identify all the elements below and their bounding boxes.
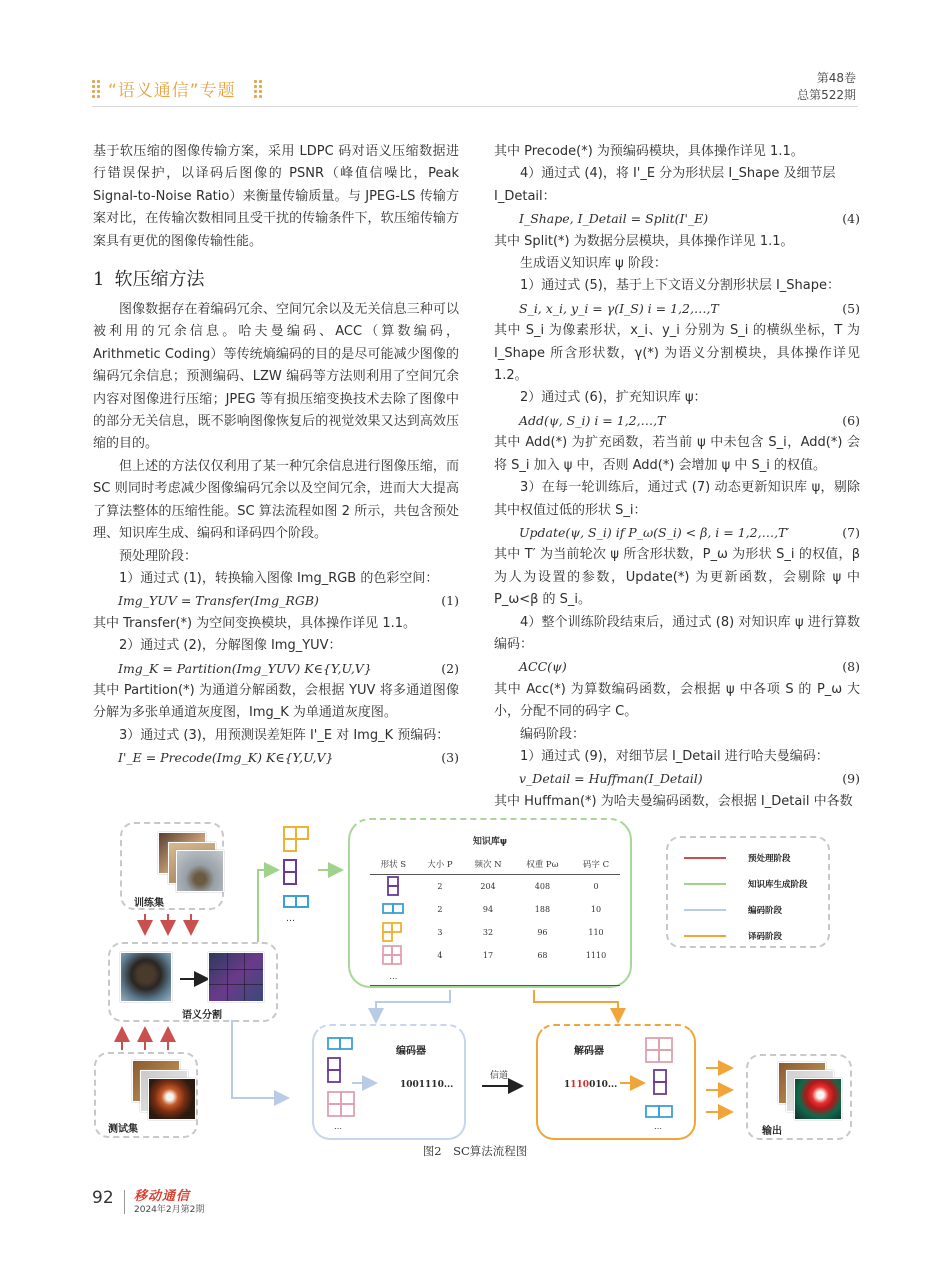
equation-note: 其中 Split(*) 为数据分层模块，具体操作详见 1.1。 bbox=[494, 233, 794, 249]
encoding-arrow bbox=[232, 1020, 286, 1098]
decoder-bits-b: 010... bbox=[589, 1080, 618, 1090]
equation-note: 其中 S_i 为像素形状，x_i、y_i 分别为 S_i 的横纵坐标，T 为 I_Shape 所含形状数，γ(*) 为语义分割模块，具体操作详见 1.2。 bbox=[494, 323, 860, 384]
encoding-arrow bbox=[376, 990, 450, 1020]
right-column bbox=[494, 141, 860, 813]
kb-size: 3 bbox=[437, 928, 443, 937]
shape-purple-icon bbox=[654, 1070, 666, 1094]
body-paragraph: 图像数据存在着编码冗余、空间冗余以及无关信息三种可以被利用的冗余信息。哈夫曼编码、ACC（算数编码，Arithmetic Coding）等传统熵编码的目的是尽可能减少图像的编码冗余信息；预测编码、LZW 编码等方法则利用了空间冗余内容对图像进行压缩；JPEG 等有损压缩变换技术去除了图像中的部分无关信息，既不影响图像恢复后的视觉效果又达到高效压缩的目的。 bbox=[93, 302, 459, 452]
kb-weight: 408 bbox=[534, 882, 551, 891]
equation-note: 其中 Partition(*) 为通道分解函数，会根据 YUV 将多通道图像分解为多张单通道灰度图，Img_K 为单通道灰度图。 bbox=[93, 682, 459, 721]
footer-divider bbox=[124, 1190, 125, 1214]
legend-item bbox=[684, 930, 782, 942]
legend-label: 译码阶段 bbox=[748, 932, 783, 942]
equation-number: (4) bbox=[842, 211, 860, 227]
kb-col-freq: 频次 N bbox=[463, 856, 513, 875]
kb-col-weight: 权重 Pω bbox=[513, 856, 572, 875]
kb-col-shape: 形状 S bbox=[370, 856, 417, 875]
equation-number: (8) bbox=[842, 659, 860, 675]
section-title: 软压缩方法 bbox=[114, 269, 205, 291]
header-ornament-icon bbox=[92, 80, 102, 98]
equation-body: Update(ψ, S_i) if P_ω(S_i) < β, i = 1,2,…,T′ bbox=[519, 524, 790, 540]
segmentation-box bbox=[108, 942, 278, 1022]
kb-ellipsis: … bbox=[370, 967, 417, 986]
kb-generation-arrow bbox=[258, 870, 276, 942]
decoding-arrow bbox=[534, 990, 618, 1020]
decoder-bitstream bbox=[564, 1080, 617, 1090]
step-text: 4）整个训练阶段结束后，通过式 (8) 对知识库 ψ 进行算数编码： bbox=[494, 614, 860, 652]
kb-code: 110 bbox=[588, 928, 604, 937]
stage-heading: 编码阶段： bbox=[520, 726, 586, 742]
kb-header-row bbox=[370, 856, 620, 875]
kb-table bbox=[370, 856, 620, 986]
shape-pink-icon bbox=[646, 1038, 672, 1062]
decoder-bits-a: 1 bbox=[564, 1080, 571, 1090]
equation-body: ACC(ψ) bbox=[519, 659, 567, 675]
equation bbox=[494, 522, 860, 544]
step-text: 1）通过式 (5)，基于上下文语义分割形状层 I_Shape： bbox=[520, 278, 840, 294]
shape-blue-icon bbox=[328, 1038, 352, 1049]
shape-ellipsis: … bbox=[286, 914, 295, 924]
equation-note: 其中 Precode(*) 为预编码模块，具体操作详见 1.1。 bbox=[494, 144, 804, 159]
legend-swatch bbox=[684, 909, 726, 912]
equation-body: S_i, x_i, y_i = γ(I_S) i = 1,2,…,T bbox=[519, 300, 719, 316]
kb-title: 知识库ψ bbox=[472, 837, 508, 847]
kb-size: 4 bbox=[437, 951, 443, 960]
kb-weight: 68 bbox=[537, 951, 548, 960]
shape-purple-icon bbox=[284, 860, 296, 884]
step-text: 3）在每一轮训练后，通过式 (7) 动态更新知识库 ψ，剔除其中权值过低的形状 S_i： bbox=[494, 480, 860, 518]
section-heading bbox=[93, 267, 459, 293]
shape-blue-icon bbox=[284, 896, 308, 907]
equation-number: (6) bbox=[842, 412, 860, 428]
kb-code: 10 bbox=[590, 905, 602, 914]
kb-col-size: 大小 P bbox=[417, 856, 464, 875]
stage-heading: 预处理阶段： bbox=[119, 548, 198, 564]
volume-info bbox=[797, 70, 856, 104]
kb-weight: 96 bbox=[537, 928, 548, 937]
equation-body: v_Detail = Huffman(I_Detail) bbox=[519, 771, 703, 787]
equation bbox=[93, 658, 459, 680]
equation bbox=[494, 298, 860, 320]
kb-col-code: 码字 C bbox=[572, 856, 620, 875]
shape-blue-icon bbox=[370, 898, 417, 921]
equation-body: I'_E = Precode(Img_K) K∈{Y,U,V} bbox=[118, 750, 334, 766]
encoder-label: 编码器 bbox=[396, 1046, 426, 1057]
decoder-box bbox=[536, 1024, 696, 1140]
shape-icons bbox=[280, 824, 316, 924]
shape-purple-icon bbox=[328, 1058, 340, 1082]
equation-body: Add(ψ, S_i) i = 1,2,…,T bbox=[519, 412, 666, 428]
legend-swatch bbox=[684, 935, 726, 938]
input-dog-image bbox=[120, 952, 172, 1002]
page-number: 92 bbox=[92, 1188, 114, 1208]
equation-number: (1) bbox=[441, 593, 459, 609]
encoder-ellipsis: … bbox=[334, 1122, 342, 1131]
total-issue: 总第522期 bbox=[797, 88, 856, 102]
shape-pink-icon bbox=[328, 1092, 354, 1116]
sc-flowchart-figure bbox=[90, 812, 860, 1162]
step-text: 2）通过式 (6)，扩充知识库 ψ： bbox=[520, 390, 707, 406]
channel-label: 信道 bbox=[490, 1071, 509, 1081]
table-row bbox=[370, 898, 620, 921]
shape-blue-icon bbox=[646, 1106, 672, 1117]
equation bbox=[494, 768, 860, 790]
decoder-label: 解码器 bbox=[574, 1046, 604, 1057]
output-label: 输出 bbox=[762, 1126, 782, 1137]
encoder-box bbox=[312, 1024, 466, 1140]
test-set-box bbox=[94, 1052, 198, 1138]
shape-purple-icon bbox=[370, 875, 417, 899]
kb-freq: 32 bbox=[482, 928, 494, 937]
legend-label: 编码阶段 bbox=[748, 906, 783, 916]
decoder-shapes bbox=[644, 1036, 684, 1136]
training-image bbox=[176, 850, 224, 892]
equation-note: 其中 Acc(*) 为算数编码函数，会根据 ψ 中各项 S 的 P_ω 大小，分配不同的码字 C。 bbox=[494, 681, 860, 720]
kb-weight: 188 bbox=[534, 905, 551, 914]
equation-number: (7) bbox=[842, 524, 860, 540]
shape-yellow-icon bbox=[284, 827, 308, 851]
kb-size: 2 bbox=[437, 905, 443, 914]
intro-paragraph: 基于软压缩的图像传输方案，采用 LDPC 码对语义压缩数据进行错误保护，以译码后图像的 PSNR（峰值信噪比，Peak Signal-to-Noise Ratio）来衡量传输质量。与 JPEG-LS 传输方案对比，在传输次数相同且受干扰的传输条件下，软压缩传输方案具有更优的图像传输性能。 bbox=[93, 144, 459, 249]
shape-yellow-icon bbox=[370, 921, 417, 944]
table-row bbox=[370, 967, 620, 986]
equation bbox=[494, 656, 860, 678]
test-redpanda-image bbox=[148, 1078, 196, 1120]
volume-number: 第48卷 bbox=[816, 71, 856, 85]
legend-swatch bbox=[684, 857, 726, 860]
encoder-shapes bbox=[326, 1036, 366, 1136]
equation-note: 其中 Add(*) 为扩充函数，若当前 ψ 中未包含 S_i，Add(*) 会将 S_i 加入 ψ 中，否则 Add(*) 会增加 ψ 中 S_i 的权值。 bbox=[494, 435, 860, 473]
legend-swatch bbox=[684, 883, 726, 886]
segmentation-label: 语义分割 bbox=[182, 1010, 222, 1021]
legend-box bbox=[666, 836, 830, 948]
left-column bbox=[93, 141, 459, 770]
step-text: 4）通过式 (4)，将 I'_E 分为形状层 I_Shape 及细节层 I_Detail： bbox=[494, 166, 836, 204]
training-set-label: 训练集 bbox=[134, 898, 164, 909]
legend-item bbox=[684, 878, 808, 890]
step-text: 3）通过式 (3)，用预测误差矩阵 I'_E 对 Img_K 预编码： bbox=[119, 727, 450, 743]
equation-body: I_Shape, I_Detail = Split(I'_E) bbox=[519, 211, 709, 227]
issue-date: 2024年2月第2期 bbox=[134, 1205, 205, 1215]
shape-stack bbox=[280, 824, 316, 924]
table-row bbox=[370, 944, 620, 967]
encoder-bitstream: 1001110... bbox=[400, 1080, 454, 1090]
test-set-label: 测试集 bbox=[108, 1124, 138, 1135]
table-row bbox=[370, 875, 620, 899]
figure-caption: 图2 SC算法流程图 bbox=[422, 1144, 528, 1158]
header-ornament-icon bbox=[254, 80, 264, 98]
decoder-bits-error: 110 bbox=[570, 1080, 590, 1090]
knowledge-base-box bbox=[348, 818, 632, 988]
kb-code: 1110 bbox=[585, 951, 607, 960]
kb-freq: 94 bbox=[482, 905, 494, 914]
equation-note: 其中 T′ 为当前轮次 ψ 所含形状数，P_ω 为形状 S_i 的权值，β 为人为设置的参数，Update(*) 为更新函数，会剔除 ψ 中 P_ω<β 的 S_i。 bbox=[494, 547, 860, 608]
equation-number: (3) bbox=[441, 750, 459, 766]
step-text: 1）通过式 (1)，转换输入图像 Img_RGB 的色彩空间： bbox=[119, 570, 439, 586]
kb-code: 0 bbox=[593, 882, 599, 891]
equation-note: 其中 Huffman(*) 为哈夫曼编码函数，会根据 I_Detail 中各数 bbox=[494, 793, 853, 809]
header-divider bbox=[92, 106, 858, 107]
output-redpanda-image bbox=[794, 1078, 842, 1120]
table-row bbox=[370, 921, 620, 944]
equation-body: Img_YUV = Transfer(Img_RGB) bbox=[118, 593, 319, 609]
shape-pink-icon bbox=[370, 944, 417, 967]
legend-item bbox=[684, 852, 791, 864]
step-text: 1）通过式 (9)，对细节层 I_Detail 进行哈夫曼编码： bbox=[520, 748, 829, 764]
decoder-ellipsis: … bbox=[654, 1122, 662, 1131]
section-number: 1 bbox=[93, 269, 105, 291]
column-title: “语义通信”专题 bbox=[108, 81, 236, 101]
equation bbox=[93, 747, 459, 769]
body-paragraph: 但上述的方法仅仅利用了某一种冗余信息进行图像压缩，而 SC 则同时考虑减少图像编码冗余以及空间冗余，进而大大提高了算法整体的压缩性能。SC 算法流程如图 2 所示，共包含预处理、知识库生成、编码和译码四个阶段。 bbox=[93, 458, 459, 542]
equation bbox=[494, 208, 860, 230]
equation bbox=[494, 410, 860, 432]
kb-freq: 17 bbox=[482, 951, 494, 960]
kb-size: 2 bbox=[437, 882, 443, 891]
legend-item bbox=[684, 904, 782, 916]
equation-note: 其中 Transfer(*) 为空间变换模块，具体操作详见 1.1。 bbox=[93, 615, 416, 631]
training-set-box bbox=[120, 822, 224, 910]
legend-label: 知识库生成阶段 bbox=[748, 880, 808, 890]
kb-freq: 204 bbox=[480, 882, 496, 891]
step-text: 2）通过式 (2)，分解图像 Img_YUV： bbox=[119, 638, 342, 654]
legend-label: 预处理阶段 bbox=[748, 854, 791, 864]
equation-number: (5) bbox=[842, 300, 860, 316]
stage-heading: 生成语义知识库 ψ 阶段： bbox=[520, 256, 667, 272]
output-box bbox=[746, 1054, 852, 1140]
equation-number: (2) bbox=[441, 660, 459, 676]
journal-logo: 移动通信 bbox=[134, 1189, 191, 1204]
equation-body: Img_K = Partition(Img_YUV) K∈{Y,U,V} bbox=[118, 660, 372, 676]
equation-number: (9) bbox=[842, 771, 860, 787]
segmented-grid-image bbox=[208, 952, 264, 1002]
equation bbox=[93, 590, 459, 612]
